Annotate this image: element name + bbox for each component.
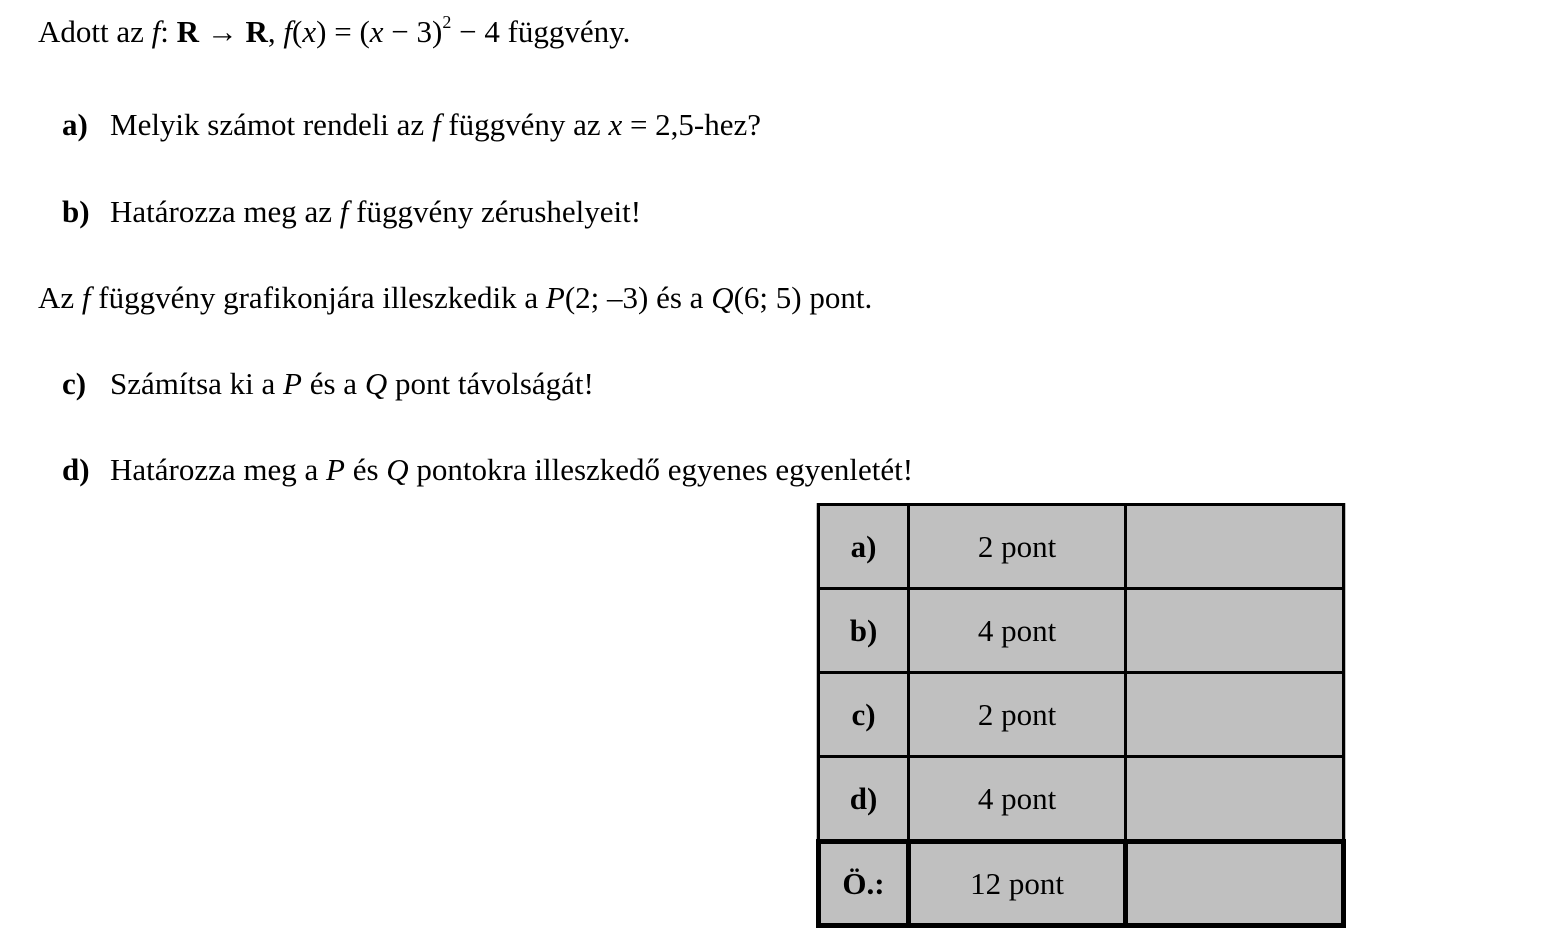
question-text: = 2,5-hez? [622, 107, 762, 142]
table-row [819, 505, 1344, 589]
intro-text: , [267, 14, 284, 49]
part-label: d) [819, 757, 909, 842]
point-q: Q [711, 280, 734, 315]
problem-number-fragment [0, 14, 2, 50]
question-label: c) [62, 366, 87, 401]
codomain-symbol: R [245, 14, 268, 49]
variable-x: x [302, 14, 317, 49]
total-row [819, 842, 1344, 926]
part-label: b) [819, 589, 909, 673]
total-max-points: 12 pont [909, 842, 1126, 926]
max-points: 2 pont [909, 673, 1126, 757]
formula-text: − 4 [451, 14, 508, 49]
point-p-coords: (2; –3) [564, 280, 649, 315]
question-label: a) [62, 107, 88, 142]
formula-text: ( [292, 14, 303, 49]
point-q: Q [386, 452, 409, 487]
point-p: P [545, 280, 565, 315]
statement-text: függvény grafikonjára illeszkedik a [90, 280, 546, 315]
question-c [62, 366, 594, 402]
exponent: 2 [442, 12, 452, 32]
question-text: pontokra illeszkedő egyenes egyenletét! [408, 452, 914, 487]
statement-text: és a [648, 280, 712, 315]
table-row [819, 673, 1344, 757]
question-text: pont távolságát! [387, 366, 594, 401]
question-text: Számítsa ki a [110, 366, 284, 401]
intro-text: Adott az [38, 14, 152, 49]
question-text: Határozza meg az [110, 194, 340, 229]
intro-text: függvény. [507, 14, 631, 49]
max-points: 2 pont [909, 505, 1126, 589]
score-cell[interactable] [1126, 505, 1344, 589]
point-p: P [283, 366, 302, 401]
function-symbol: f [431, 107, 441, 142]
total-score-cell[interactable] [1126, 842, 1344, 926]
formula-text: − 3) [383, 14, 443, 49]
part-label: c) [819, 673, 909, 757]
score-table [816, 503, 1346, 928]
score-cell[interactable] [1126, 673, 1344, 757]
function-symbol: f [151, 14, 161, 49]
question-label: d) [62, 452, 90, 487]
table-row [819, 757, 1344, 842]
max-points: 4 pont [909, 589, 1126, 673]
domain-symbol: R [176, 14, 200, 49]
question-text: Melyik számot rendeli az [110, 107, 432, 142]
formula-text: ) = ( [316, 14, 370, 49]
statement-text: Az [38, 280, 82, 315]
intro-text: : [160, 14, 177, 49]
points-statement [38, 280, 872, 316]
score-cell[interactable] [1126, 757, 1344, 842]
question-text: függvény az [440, 107, 609, 142]
part-label: a) [819, 505, 909, 589]
question-a [62, 107, 761, 143]
total-label: Ö.: [819, 842, 909, 926]
problem-intro [38, 14, 630, 50]
table-row [819, 589, 1344, 673]
question-text: és [344, 452, 387, 487]
function-symbol: f [81, 280, 91, 315]
question-label: b) [62, 194, 90, 229]
question-d [62, 452, 913, 488]
function-symbol: f [339, 194, 349, 229]
question-text: függvény zérushelyeit! [348, 194, 642, 229]
point-p: P [326, 452, 345, 487]
statement-text: pont. [801, 280, 873, 315]
arrow-symbol: → [199, 14, 246, 49]
variable-x: x [369, 14, 384, 49]
score-cell[interactable] [1126, 589, 1344, 673]
variable-x: x [608, 107, 623, 142]
point-q: Q [364, 366, 388, 401]
question-text: és a [301, 366, 365, 401]
max-points: 4 pont [909, 757, 1126, 842]
function-symbol: f [283, 14, 293, 49]
point-q-coords: (6; 5) [733, 280, 802, 315]
question-text: Határozza meg a [110, 452, 327, 487]
question-b [62, 194, 641, 230]
